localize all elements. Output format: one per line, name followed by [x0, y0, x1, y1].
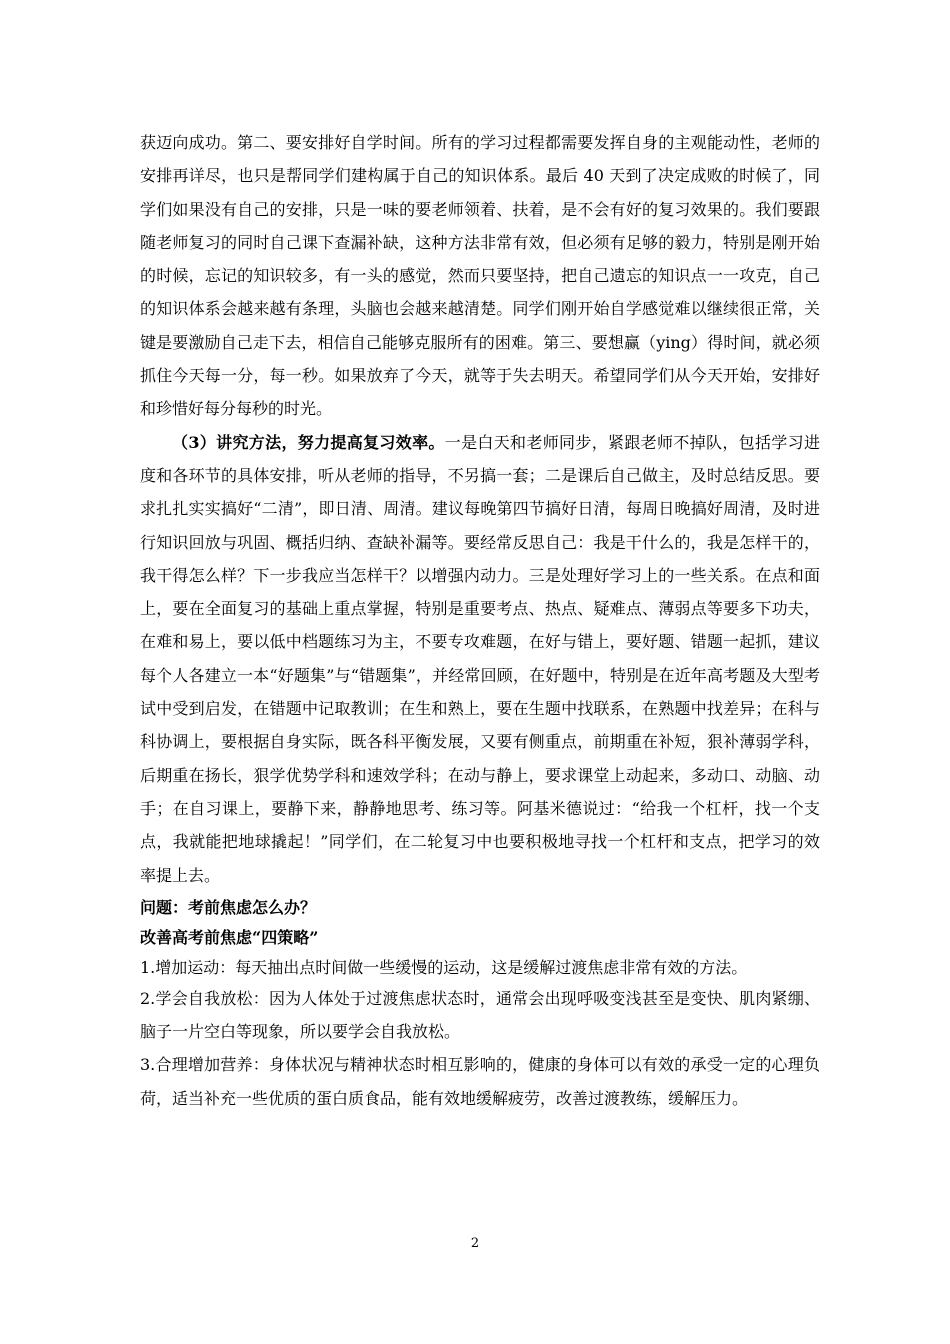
- strategy-item-relax: 2.学会自我放松：因为人体处于过渡焦虑状态时，通常会出现呼吸变浅甚至是变快、肌肉紧绷、脑子一片空白等现象，所以要学会自我放松。: [140, 988, 820, 1042]
- strategy-item-exercise: 1.增加运动：每天抽出点时间做一些缓慢的运动，这是缓解过渡焦虑非常有效的方法。: [140, 957, 748, 977]
- page-content: [140, 126, 820, 1115]
- paragraph-heading: （3）讲究方法，努力提高复习效率。: [172, 432, 445, 452]
- page-number: 2: [470, 1236, 480, 1251]
- paragraph-body: 一是白天和老师同步，紧跟老师不掉队，包括学习进度和各环节的具体安排，听从老师的指导，不另搞一套；二是课后自己做主，及时总结反思。要求扎扎实实搞好“二清”，即日清、周清。建议每晚第四节搞好日清，每周日晚搞好周清，及时进行知识回放与巩固、概括归纳、查缺补漏等。要经常反思自己：我是干什么的，我是怎样干的，我干得怎么样？下一步我应当怎样干？以增强内动力。三是处理好学习上的一些关系。在点和面上，要在全面复习的基础上重点掌握，特别是重要考点、热点、疑难点、薄弱点等要多下功夫，在难和易上，要以低中档题练习为主，不要专攻难题，在好与错上，要好题、错题一起抓，建议每个人各建立一本“好题集”与“错题集”，并经常回顾，在好题中，特别是在近年高考题及大型考试中受到启发，在错题中记取教训；在生和熟上，要在生题中找联系，在熟题中找差异；在科与科协调上，要根据自身实际，既各科平衡发展，又要有侧重点，前期重在补短，狠补薄弱学科，后期重在扬长，狠学优势学科和速效学科；在动与静上，要求课堂上动起来，多动口、动脑、动手；在自习课上，要静下来，静静地思考、练习等。阿基米德说过：“给我一个杠杆，找一个支点，我就能把地球撬起！”同学们，在二轮复习中也要积极地寻找一个杠杆和支点，把学习的效率提上去。: [140, 432, 820, 885]
- paragraph-study-time: 获迈向成功。第二、要安排好自学时间。所有的学习过程都需要发挥自身的主观能动性，老师的安排再详尽，也只是帮同学们建构属于自己的知识体系。最后 40 天到了决定成败的时候了，同学们如果没有自己的安排，只是一味的要老师领着、扶着，是不会有好的复习效果的。我们要跟随老师复习的同时自己课下查漏补缺，这种方法非常有效，但必须有足够的毅力，特别是刚开始的时候，忘记的知识较多，有一头的感觉，然而只要坚持，把自己遗忘的知识点一一攻克，自己的知识体系会越来越有条理，头脑也会越来越清楚。同学们刚开始自学感觉难以继续很正常，关键是要激励自己走下去，相信自己能够克服所有的困难。第三、要想赢（ying）得时间，就必须抓住今天每一分，每一秒。如果放弃了今天，就等于失去明天。希望同学们从今天开始，安排好和珍惜好每分每秒的时光。: [140, 133, 820, 419]
- paragraph-study-method: [140, 426, 820, 892]
- strategy-heading: 改善高考前焦虑“四策略”: [140, 927, 319, 947]
- strategy-item-nutrition: 3.合理增加营养：身体状况与精神状态时相互影响的，健康的身体可以有效的承受一定的心理负荷，适当补充一些优质的蛋白质食品，能有效地缓解疲劳，改善过渡教练，缓解压力。: [140, 1055, 820, 1108]
- question-heading: 问题：考前焦虑怎么办？: [140, 897, 317, 917]
